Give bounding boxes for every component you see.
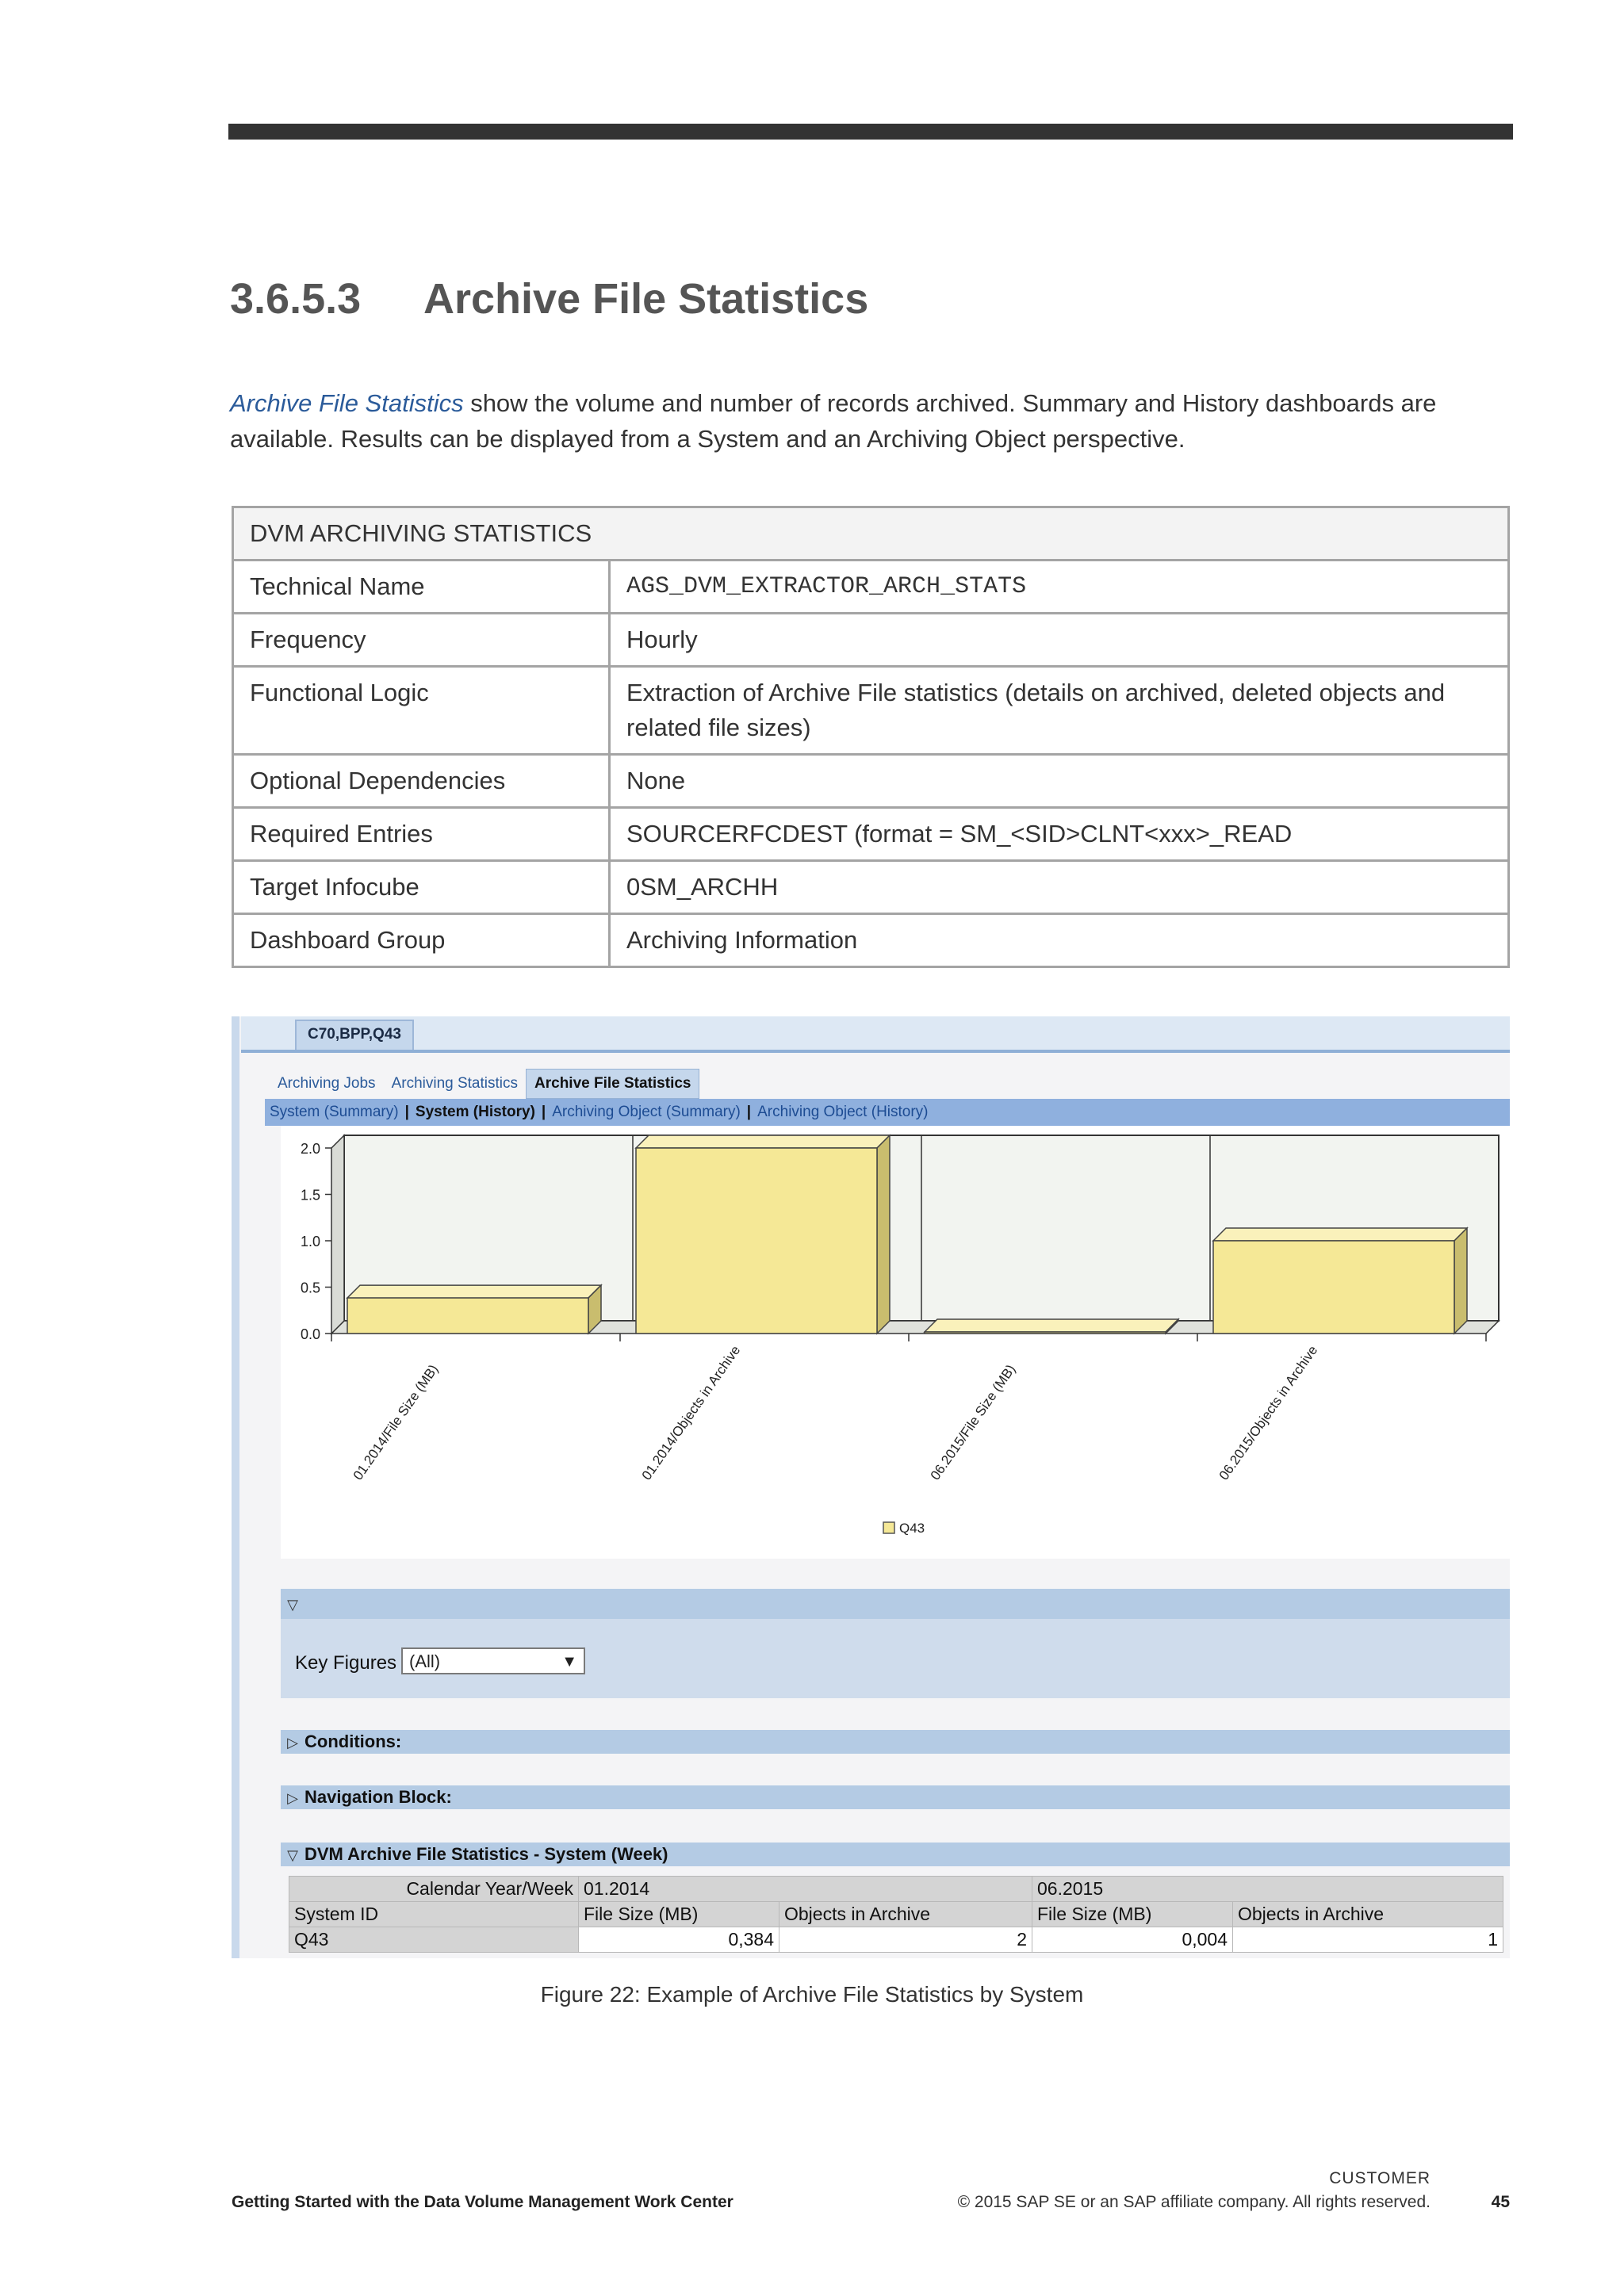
navigation-label: Navigation Block:: [304, 1787, 452, 1807]
spec-value: None: [610, 755, 1509, 808]
key-figures-panel: [281, 1619, 1510, 1698]
bar: [636, 1148, 877, 1334]
expand-triangle-icon: ▷: [287, 1735, 298, 1751]
spec-header: DVM ARCHIVING STATISTICS: [233, 507, 1509, 561]
bar-top: [1213, 1228, 1467, 1241]
section-heading: [230, 274, 868, 323]
screenshot-left-edge: [232, 1016, 239, 1958]
y-tick-label: 0.5: [300, 1280, 320, 1296]
spec-key: Optional Dependencies: [233, 755, 610, 808]
dashboard-tabs: [270, 1069, 699, 1097]
y-tick-label: 1.0: [300, 1234, 320, 1249]
spec-row: [233, 755, 1509, 808]
subnav-system-summary[interactable]: System (Summary): [270, 1104, 399, 1120]
spec-row: [233, 861, 1509, 914]
spec-header-row: [233, 507, 1509, 561]
page-number: 45: [1491, 2193, 1510, 2211]
bar: [925, 1332, 1166, 1334]
bar-side: [1454, 1228, 1467, 1334]
subnav-separator: |: [404, 1104, 409, 1120]
y-tick-label: 2.0: [300, 1141, 320, 1157]
results-cell: 06.2015: [1032, 1877, 1503, 1902]
results-table: [289, 1876, 1503, 1953]
results-cell: Objects in Archive: [1233, 1902, 1503, 1927]
x-tick-label: 01.2014/Objects in Archive: [638, 1342, 744, 1483]
results-cell: 01.2014: [579, 1877, 1032, 1902]
bar-top: [347, 1285, 601, 1298]
intro-paragraph: [230, 385, 1515, 457]
spec-value: 0SM_ARCHH: [610, 861, 1509, 914]
system-tab[interactable]: C70,BPP,Q43: [295, 1020, 414, 1050]
results-cell: 1: [1233, 1927, 1503, 1953]
x-tick-label: 06.2015/File Size (MB): [927, 1361, 1019, 1483]
key-figures-value: (All): [409, 1651, 441, 1671]
results-cell: File Size (MB): [579, 1902, 779, 1927]
results-cell: Objects in Archive: [779, 1902, 1032, 1927]
results-cell: System ID: [289, 1902, 579, 1927]
bar-side: [877, 1135, 890, 1334]
results-cell: Q43: [289, 1927, 579, 1953]
bar: [1213, 1241, 1454, 1334]
spec-key: Technical Name: [233, 561, 610, 614]
results-cell: 2: [779, 1927, 1032, 1953]
legend-swatch: [883, 1522, 894, 1533]
subnav-object-history[interactable]: Archiving Object (History): [757, 1104, 929, 1120]
spec-value: SOURCERFCDEST (format = SM_<SID>CLNT<xxx>_READ: [610, 808, 1509, 861]
spec-row: [233, 667, 1509, 755]
section-number: 3.6.5.3: [230, 275, 362, 323]
top-rule: [228, 124, 1513, 140]
y-tick-label: 1.5: [300, 1187, 320, 1203]
spec-value: Archiving Information: [610, 914, 1509, 967]
tab-archiving-jobs[interactable]: Archiving Jobs: [278, 1075, 376, 1092]
x-tick-label: 01.2014/File Size (MB): [350, 1361, 442, 1483]
expand-triangle-icon: ▷: [287, 1790, 298, 1806]
spec-value: Extraction of Archive File statistics (details on archived, deleted objects and related file sizes): [610, 667, 1509, 755]
spec-row: [233, 561, 1509, 614]
y-tick-label: 0.0: [300, 1326, 320, 1342]
chart-area: [281, 1126, 1510, 1559]
key-figures-dropdown[interactable]: [401, 1647, 585, 1674]
footer-classification: CUSTOMER: [1329, 2169, 1431, 2187]
results-cell: File Size (MB): [1032, 1902, 1233, 1927]
x-tick-label: 06.2015/Objects in Archive: [1216, 1342, 1321, 1483]
bar-chart: [281, 1126, 1510, 1559]
chart-side-wall: [331, 1135, 344, 1334]
subnav-separator: |: [746, 1104, 752, 1120]
results-cell: 0,004: [1032, 1927, 1233, 1953]
spec-value: AGS_DVM_EXTRACTOR_ARCH_STATS: [610, 561, 1509, 614]
footer-title: Getting Started with the Data Volume Management Work Center: [232, 2193, 733, 2211]
key-figures-label: Key Figures: [295, 1652, 397, 1674]
bar-top: [925, 1319, 1178, 1332]
spec-key: Functional Logic: [233, 667, 610, 755]
collapse-triangle-icon[interactable]: ▽: [287, 1597, 298, 1613]
results-row: [289, 1927, 1503, 1953]
spec-value: Hourly: [610, 614, 1509, 667]
subnav-separator: |: [541, 1104, 546, 1120]
chevron-down-icon: ▼: [561, 1653, 577, 1670]
spec-key: Required Entries: [233, 808, 610, 861]
section-title: Archive File Statistics: [423, 275, 869, 323]
intro-text: show the volume and number of records archived. Summary and History dashboards are available. Results can be displayed from a System and an Archiving Object perspective.: [230, 389, 1437, 453]
system-tab-row: [241, 1016, 1510, 1053]
legend-label: Q43: [899, 1521, 925, 1536]
results-cell: 0,384: [579, 1927, 779, 1953]
results-cell: Calendar Year/Week: [289, 1877, 579, 1902]
bar-top: [636, 1135, 890, 1148]
results-header[interactable]: [281, 1843, 1510, 1866]
results-row: [289, 1902, 1503, 1927]
collapse-triangle-icon: ▽: [287, 1847, 298, 1863]
filter-panel-header[interactable]: [281, 1589, 1510, 1619]
conditions-label: Conditions:: [304, 1732, 402, 1751]
spec-row: [233, 614, 1509, 667]
intro-link[interactable]: Archive File Statistics: [230, 389, 464, 417]
footer-copyright: © 2015 SAP SE or an SAP affiliate company. All rights reserved.: [957, 2193, 1431, 2211]
spec-table: [232, 506, 1510, 968]
figure-caption: Figure 22: Example of Archive File Statistics by System: [540, 1982, 1084, 2007]
spec-key: Dashboard Group: [233, 914, 610, 967]
subnav-system-history[interactable]: System (History): [415, 1104, 535, 1120]
tab-archive-file-statistics[interactable]: Archive File Statistics: [526, 1069, 699, 1099]
sub-navigation: [265, 1099, 1510, 1126]
navigation-block-header[interactable]: [281, 1785, 1510, 1809]
spec-key: Target Infocube: [233, 861, 610, 914]
tab-archiving-statistics[interactable]: Archiving Statistics: [391, 1075, 519, 1092]
conditions-header[interactable]: [281, 1730, 1510, 1754]
subnav-object-summary[interactable]: Archiving Object (Summary): [552, 1104, 741, 1120]
spec-key: Frequency: [233, 614, 610, 667]
spec-row: [233, 808, 1509, 861]
spec-row: [233, 914, 1509, 967]
results-label: DVM Archive File Statistics - System (Week): [304, 1844, 668, 1864]
bar: [347, 1298, 588, 1334]
results-row: [289, 1877, 1503, 1902]
embedded-screenshot: [232, 1016, 1510, 1958]
